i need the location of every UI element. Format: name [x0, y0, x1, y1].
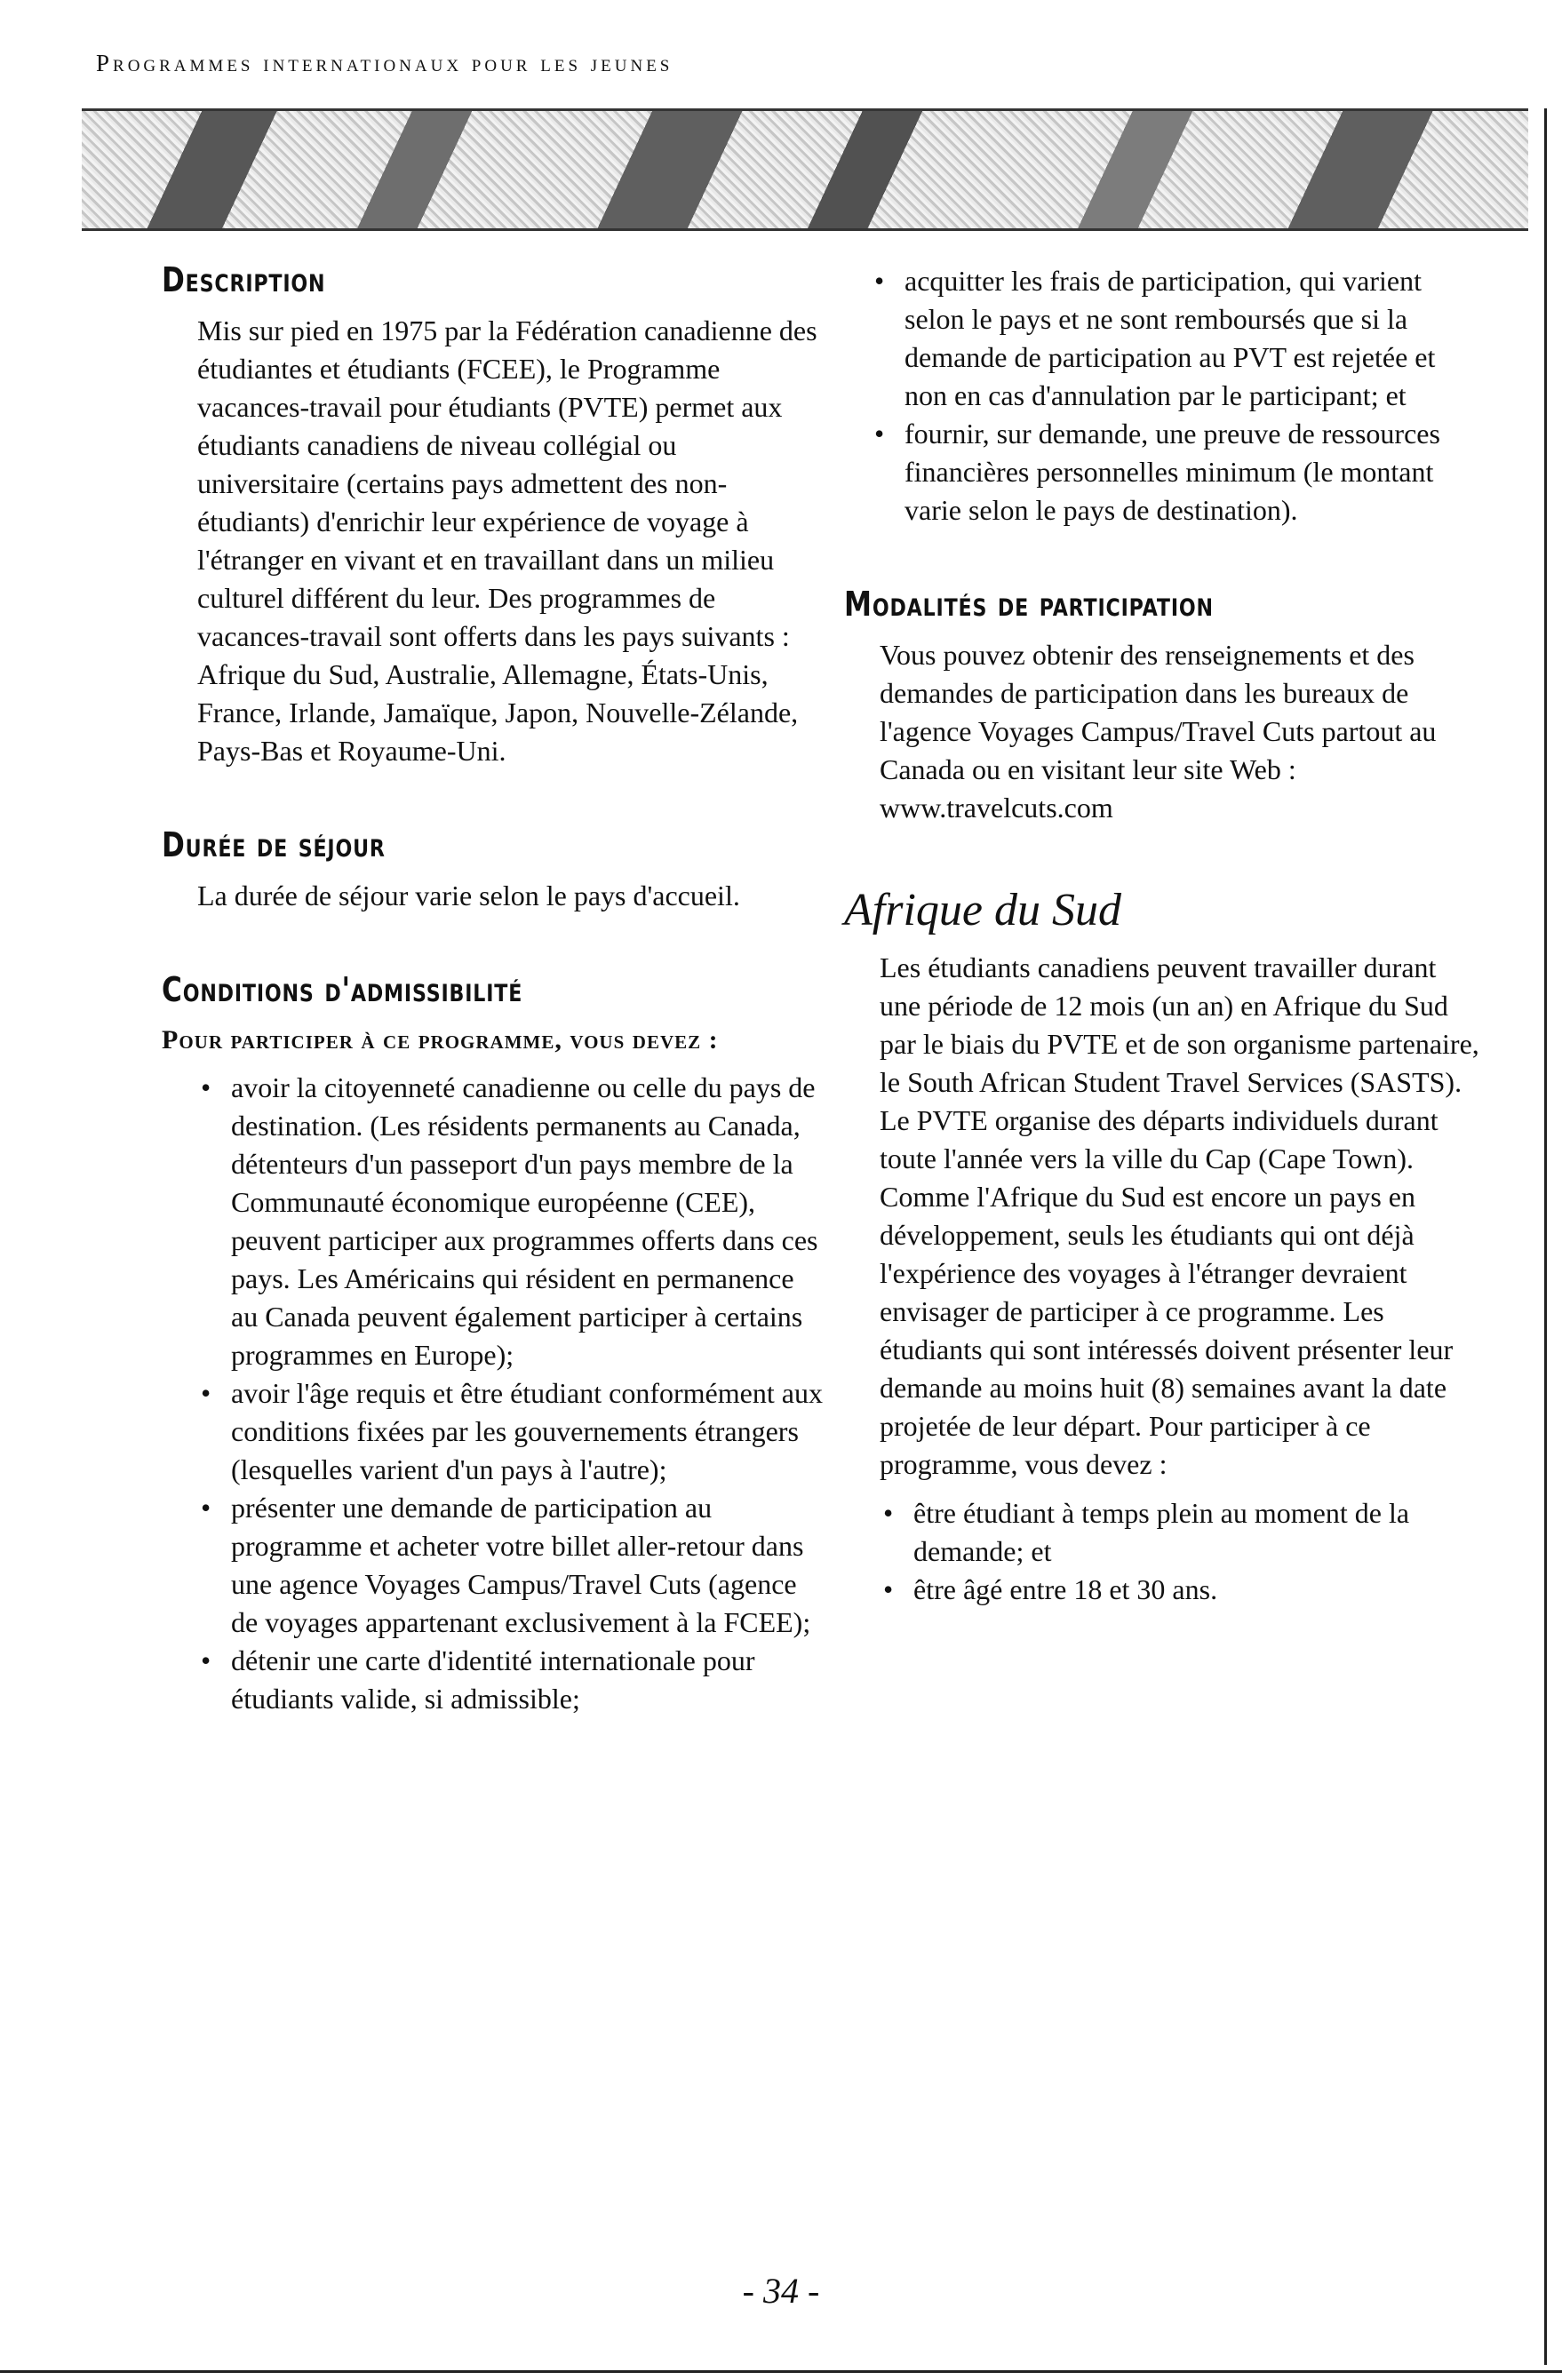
- list-item: • fournir, sur demande, une preuve de ressources financières personnelles minimum (le montant varie selon le pays de destination).: [871, 415, 1484, 529]
- afrique-text: Les étudiants canadiens peuvent travailler durant une période de 12 mois (un an) en Afrique du Sud par le biais du PVTE et de son organisme partenaire, le South African Student Travel Services (SASTS). Le PVTE organise des départs individuels durant toute l'année vers la ville du Cap (Cape Town). Comme l'Afrique du Sud est encore un pays en développement, seuls les étudiants qui ont déjà l'expérience des voyages à l'étranger devraient envisager de participer à ce programme. Les étudiants qui sont intéressés doivent présenter leur demande au moins huit (8) semaines avant la date projetée de leur départ. Pour participer à ce programme, vous devez :: [880, 951, 1479, 1480]
- afrique-section: [844, 884, 1484, 1609]
- list-item: • avoir la citoyenneté canadienne ou celle du pays de destination. (Les résidents permanents au Canada, détenteurs d'un passeport d'un pays membre de la Communauté économique européenne (CEE), peuvent participer aux programmes offerts dans ces pays. Les Américains qui résident en permanence au Canada peuvent également participer à certains programmes en Europe);: [197, 1069, 824, 1374]
- list-item: • être étudiant à temps plein au moment de la demande; et: [880, 1494, 1484, 1571]
- modalites-heading: Modalités de participation: [844, 585, 1214, 624]
- modalites-section: [844, 586, 1484, 827]
- duree-heading: Durée de séjour: [162, 824, 386, 864]
- description-heading: Description: [162, 260, 326, 299]
- duree-section: [162, 824, 824, 915]
- page-number: - 34 -: [742, 2271, 820, 2311]
- conditions-subheading: Pour participer à ce programme, vous devez :: [162, 1025, 719, 1055]
- left-column: [162, 262, 824, 1775]
- conditions-section: [162, 969, 824, 1719]
- afrique-title: Afrique du Sud: [844, 884, 1121, 935]
- description-section: [162, 262, 824, 770]
- bottom-border-rule: [0, 2370, 1562, 2373]
- right-column: [844, 262, 1484, 1666]
- list-item: • être âgé entre 18 et 30 ans.: [880, 1571, 1484, 1609]
- right-border-rule: [1544, 108, 1547, 2365]
- decorative-banner: [82, 108, 1528, 231]
- conditions-list: [197, 1069, 824, 1718]
- description-text: Mis sur pied en 1975 par la Fédération canadienne des étudiantes et étudiants (FCEE), le Programme vacances-travail pour étudiants (PVTE) permet aux étudiants canadiens de niveau collégial ou universitaire (certains pays admettent des non-étudiants) d'enrichir leur expérience de voyage à l'étranger en vivant et en travaillant dans un milieu culturel différent du leur. Des programmes de vacances-travail sont offerts dans les pays suivants : Afrique du Sud, Australie, Allemagne, États-Unis, France, Irlande, Jamaïque, Japon, Nouvelle-Zélande, Pays-Bas et Royaume-Uni.: [197, 314, 817, 767]
- duree-text: La durée de séjour varie selon le pays d'accueil.: [197, 879, 740, 911]
- list-item: • acquitter les frais de participation, qui varient selon le pays et ne sont remboursés que si la demande de participation au PVT est rejetée et non en cas d'annulation par le participant; et: [871, 262, 1484, 415]
- conditions-heading: Conditions d'admissibilité: [162, 969, 523, 1009]
- running-header: Programmes internationaux pour les jeunes: [96, 50, 673, 76]
- conditions-list-continued: [871, 262, 1484, 529]
- list-item: • avoir l'âge requis et être étudiant conformément aux conditions fixées par les gouvernements étrangers (lesquelles varient d'un pays à l'autre);: [197, 1374, 824, 1489]
- afrique-list: [880, 1494, 1484, 1609]
- list-item: • détenir une carte d'identité internationale pour étudiants valide, si admissible;: [197, 1642, 824, 1718]
- modalites-text: Vous pouvez obtenir des renseignements et des demandes de participation dans les bureaux de l'agence Voyages Campus/Travel Cuts partout au Canada ou en visitant leur site Web : www.travelcuts.com: [880, 638, 1437, 824]
- conditions-continued: [844, 262, 1484, 529]
- list-item: • présenter une demande de participation au programme et acheter votre billet aller-retour dans une agence Voyages Campus/Travel Cuts (agence de voyages appartenant exclusivement à la FCEE);: [197, 1489, 824, 1642]
